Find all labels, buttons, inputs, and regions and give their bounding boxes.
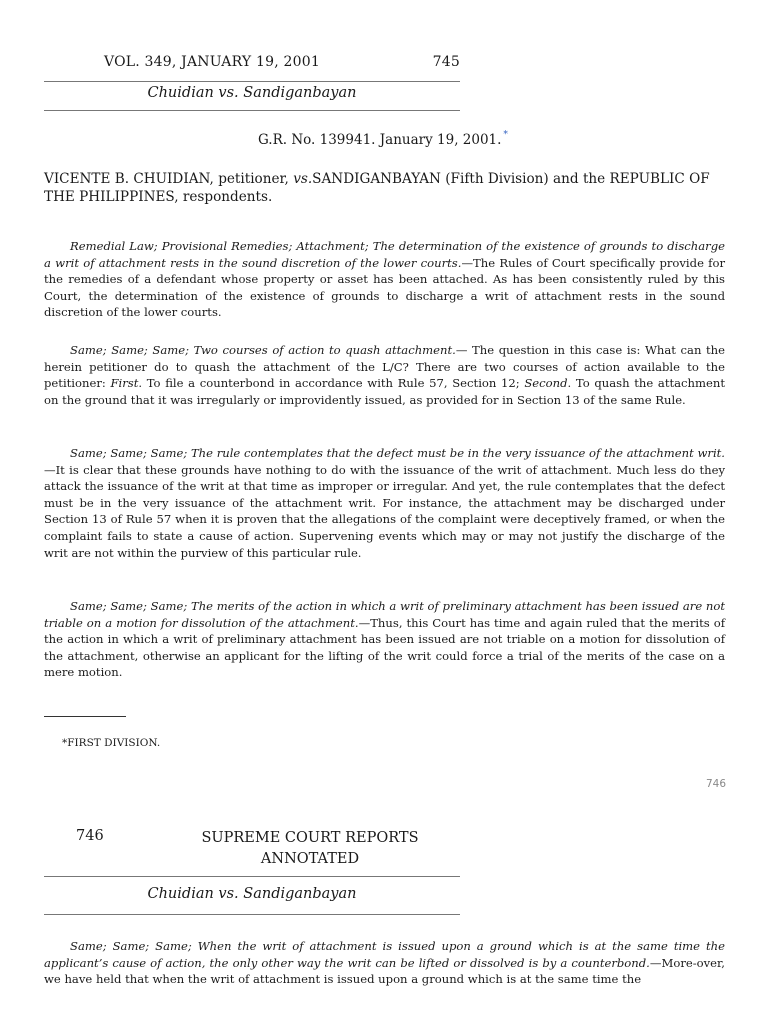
header-rule bbox=[44, 876, 460, 877]
footnote-link[interactable]: * bbox=[503, 130, 508, 140]
respondent-role: , respondents. bbox=[174, 189, 273, 205]
footnote: *FIRST DIVISION. bbox=[62, 737, 161, 749]
syllabus-heading: Same; Same; Same; The rule contemplates that the defect must be in the very issuance of the attachment writ. bbox=[70, 446, 725, 460]
page-number: 746 bbox=[76, 828, 104, 844]
syllabus-body: — The question in this case is: What can the herein petitioner do to quash the attachment of the L/C? There are two courses of action available to the petitioner: bbox=[44, 343, 725, 391]
header-rule bbox=[44, 81, 460, 82]
syllabus-body: —Thus, this Court has time and again ruled that the merits of the action in which a writ of preliminary attachment has been issued are not triable on a motion for dissolution of the attachment, otherwise an applicant for the lifting of the writ could force a trial of the merits of the case on a mere motion. bbox=[44, 615, 725, 680]
syllabus-body: . To quash the attachment on the ground that it was irregularly or improvidently issued, as provided for in Section 13 of the same Rule. bbox=[44, 376, 725, 407]
syllabus-body: —More-over, we have held that when the writ of attachment is issued upon a ground which is at the same time the bbox=[44, 955, 725, 987]
footnote-rule bbox=[44, 716, 126, 717]
syllabus-heading: Remedial Law; Provisional Remedies; Attachment; The determination of the existence of grounds to discharge a writ of attachment rests in the sound discretion of the lower courts. bbox=[44, 239, 725, 270]
syllabus-heading: Same; Same; Same; The merits of the action in which a writ of preliminary attachment has been issued are not triable on a motion for dissolution of the attachment. bbox=[44, 599, 725, 630]
page-marker: 746 bbox=[706, 778, 727, 790]
gr-number: G.R. No. 139941. January 19, 2001. bbox=[258, 132, 502, 148]
syllabus-body: . To file a counterbond in accordance with Rule 57, Section 12; bbox=[138, 376, 525, 391]
running-title-rule bbox=[44, 914, 460, 915]
syllabus-paragraph bbox=[44, 238, 725, 321]
running-title-rule bbox=[44, 110, 460, 111]
reporter-title: SUPREME COURT REPORTS ANNOTATED bbox=[201, 830, 419, 867]
page-header bbox=[104, 54, 460, 70]
running-title: Chuidian vs. Sandiganbayan bbox=[147, 85, 357, 101]
syllabus-paragraph bbox=[44, 342, 725, 408]
case-parties bbox=[44, 170, 734, 206]
volume-date: VOL. 349, JANUARY 19, 2001 bbox=[104, 54, 320, 70]
syllabus-body: —The Rules of Court specifically provide for the remedies of a defendant whose property or asset has been attached. As has been consistently ruled by this Court, the determination of the existence of grounds to discharge a writ of attachment rests in the sound discretion of the lower courts. bbox=[44, 255, 725, 320]
page-number: 745 bbox=[432, 54, 460, 70]
syllabus-paragraph bbox=[44, 938, 725, 988]
syllabus-heading: Same; Same; Same; Two courses of action to quash attachment. bbox=[70, 343, 456, 357]
case-number bbox=[258, 130, 508, 148]
versus: vs. bbox=[293, 171, 313, 187]
petitioner-role: , petitioner, bbox=[209, 171, 294, 187]
syllabus-paragraph bbox=[44, 445, 725, 561]
running-title: Chuidian vs. Sandiganbayan bbox=[147, 886, 357, 902]
syllabus-emphasis: First bbox=[110, 376, 139, 391]
respondent-name: SANDIGANBAYAN (Fifth Division) and the REPUBLIC OF THE PHILIPPINES bbox=[44, 171, 710, 205]
syllabus-paragraph bbox=[44, 598, 725, 681]
petitioner-name: VICENTE B. CHUIDIAN bbox=[44, 171, 210, 187]
syllabus-heading: Same; Same; Same; When the writ of attachment is issued upon a ground which is at the same time the applicant’s cause of action, the only other way the writ can be lifted or dissolved is by a counterbond. bbox=[44, 939, 725, 970]
syllabus-emphasis: Second bbox=[524, 376, 568, 391]
syllabus-body: —It is clear that these grounds have nothing to do with the issuance of the writ of attachment. Much less do they attack the issuance of the writ at that time as improper or irregular. And yet, the rule contemplates that the defect must be in the very issuance of the attachment writ. For instance, the attachment may be discharged under Section 13 of Rule 57 when it is proven that the allegations of the complaint were deceptively framed, or when the complaint fails to state a cause of action. Supervening events which may or may not justify the discharge of the writ are not within the purview of this particular rule. bbox=[44, 462, 725, 560]
